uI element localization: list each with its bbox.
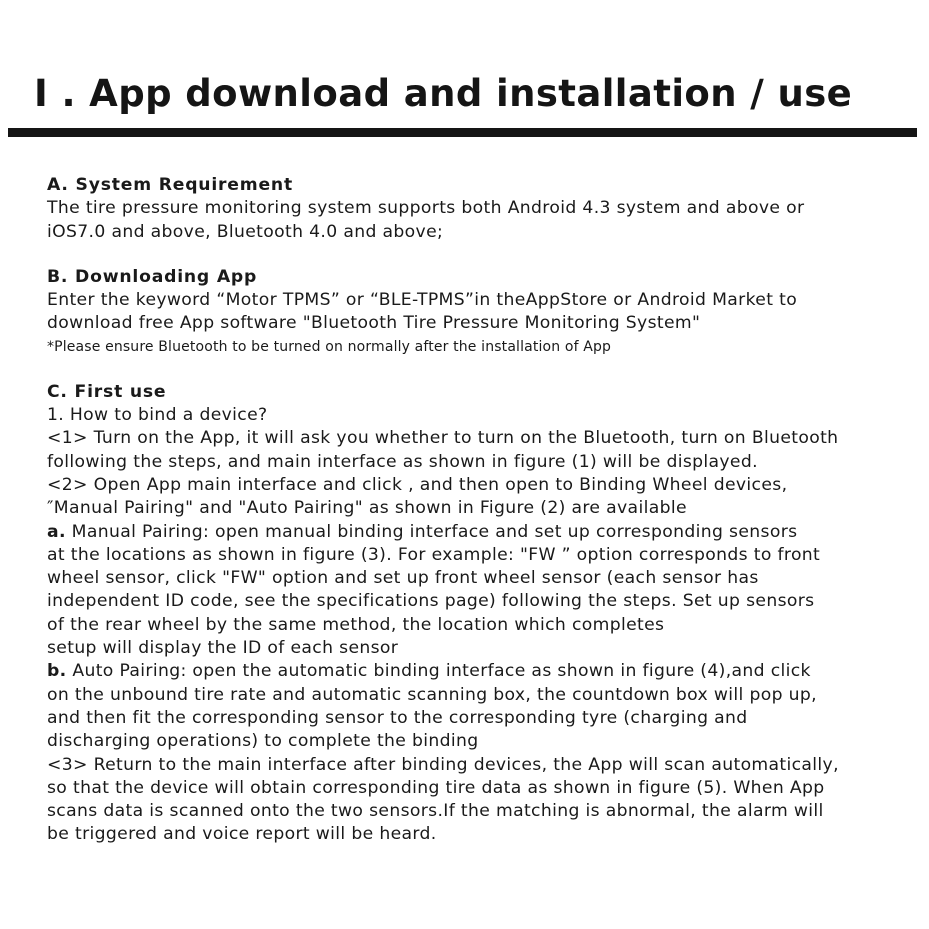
paragraph-line: <3> Return to the main interface after binding devices, the App will scan automatically, xyxy=(47,754,839,775)
paragraph-line: setup will display the ID of each sensor xyxy=(47,638,399,659)
paragraph-line: independent ID code, see the specifications page) following the steps. Set up sensors xyxy=(47,591,815,612)
manual-pairing-label: a. xyxy=(47,521,66,542)
paragraph-line: Enter the keyword “Motor TPMS” or “BLE-TPMS”in theAppStore or Android Market to xyxy=(47,290,798,311)
paragraph-line: be triggered and voice report will be heard. xyxy=(47,824,437,845)
paragraph-line: on the unbound tire rate and automatic scanning box, the countdown box will pop up, xyxy=(47,684,817,705)
paragraph-line: following the steps, and main interface as shown in figure (1) will be displayed. xyxy=(47,451,758,472)
paragraph-line: <1> Turn on the App, it will ask you whether to turn on the Bluetooth, turn on Bluetooth xyxy=(47,428,839,449)
spacer xyxy=(47,359,925,381)
title-divider xyxy=(8,128,917,137)
auto-pairing-first-line xyxy=(47,660,925,683)
section-heading: C. First use xyxy=(47,381,167,402)
paragraph-line: scans data is scanned onto the two sensors.If the matching is abnormal, the alarm will xyxy=(47,801,824,822)
auto-pairing-label: b. xyxy=(47,661,67,682)
paragraph-line: discharging operations) to complete the binding xyxy=(47,731,479,752)
manual-pairing-text: Manual Pairing: open manual binding interface and set up corresponding sensors xyxy=(65,521,798,542)
paragraph-line: and then fit the corresponding sensor to the corresponding tyre (charging and xyxy=(47,707,748,728)
paragraph-line: ″Manual Pairing" and "Auto Pairing" as shown in Figure (2) are available xyxy=(47,498,687,519)
paragraph-line: download free App software "Bluetooth Tire Pressure Monitoring System" xyxy=(47,313,701,334)
paragraph-line: 1. How to bind a device? xyxy=(47,405,268,426)
section-downloading-app xyxy=(47,266,925,359)
document-body xyxy=(47,174,925,847)
bluetooth-note: *Please ensure Bluetooth to be turned on normally after the installation of App xyxy=(47,338,612,355)
auto-pairing-text: Auto Pairing: open the automatic binding interface as shown in figure (4),and click xyxy=(66,661,811,682)
section-heading: A. System Requirement xyxy=(47,175,293,195)
paragraph-line: at the locations as shown in figure (3). For example: "FW ” option corresponds to front xyxy=(47,544,821,565)
paragraph-line: of the rear wheel by the same method, the location which completes xyxy=(47,614,665,635)
section-first-use xyxy=(47,381,925,847)
spacer xyxy=(47,244,925,266)
section-system-requirement xyxy=(47,174,925,244)
section-heading: B. Downloading App xyxy=(47,266,258,287)
paragraph-line: so that the device will obtain corresponding tire data as shown in figure (5). When App xyxy=(47,777,825,798)
paragraph-line: wheel sensor, click "FW" option and set up front wheel sensor (each sensor has xyxy=(47,568,759,589)
manual-pairing-first-line xyxy=(47,521,925,544)
page-title: I . App download and installation / use xyxy=(34,72,853,115)
paragraph-line: <2> Open App main interface and click , and then open to Binding Wheel devices, xyxy=(47,474,788,495)
paragraph-line: iOS7.0 and above, Bluetooth 4.0 and above; xyxy=(47,221,444,242)
paragraph-line: The tire pressure monitoring system supports both Android 4.3 system and above or xyxy=(47,198,805,219)
